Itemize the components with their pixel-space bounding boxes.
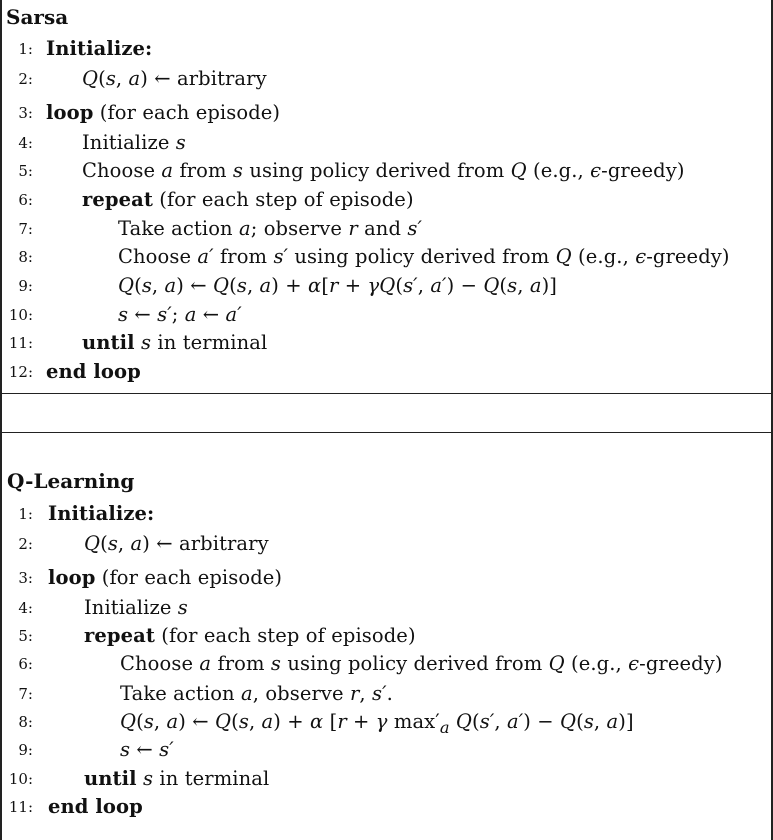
q-learning-line-10 <box>2 766 772 792</box>
line-text: repeat (for each step of episode) <box>84 624 416 647</box>
line-number: 2: <box>18 70 33 88</box>
line-number: 5: <box>18 162 33 180</box>
q-learning-line-5 <box>2 623 772 649</box>
line-text: end loop <box>46 360 141 383</box>
line-text: Initialize s <box>82 131 186 154</box>
line-number: 3: <box>18 104 33 122</box>
sarsa-line-11 <box>2 330 772 356</box>
line-text: Q(s, a) ← Q(s, a) + α [r + γ $\max'_a$ Q(s′, a′) − Q(s, a)] <box>120 710 634 737</box>
q-learning-title: Q-Learning <box>7 469 135 493</box>
line-number: 10: <box>8 770 33 788</box>
line-number: 8: <box>18 713 33 731</box>
line-number: 7: <box>18 220 33 238</box>
sarsa-line-6 <box>2 187 772 213</box>
line-text: Q(s, a) ← arbitrary <box>84 532 269 555</box>
sarsa-line-9 <box>2 273 772 299</box>
line-number: 1: <box>18 40 33 58</box>
line-text: Choose a from s using policy derived from Q (e.g., ϵ-greedy) <box>120 652 723 675</box>
line-text: Take action a, observe r, s′. <box>120 682 393 705</box>
line-number: 2: <box>18 535 33 553</box>
sarsa-line-5 <box>2 158 772 184</box>
line-text: s ← s′ <box>120 738 174 761</box>
separator-box <box>0 393 773 433</box>
q-learning-line-8 <box>2 709 772 735</box>
line-text: Q(s, a) ← Q(s, a) + α[r + γQ(s′, a′) − Q(s, a)] <box>118 274 558 297</box>
line-text: loop (for each episode) <box>46 101 281 124</box>
sarsa-line-8 <box>2 244 772 270</box>
q-learning-line-11 <box>2 794 772 820</box>
line-number: 9: <box>18 277 33 295</box>
q-learning-line-4 <box>2 595 772 621</box>
line-text: Take action a; observe r and s′ <box>118 217 422 240</box>
line-text: Choose a′ from s′ using policy derived from Q (e.g., ϵ-greedy) <box>118 245 730 268</box>
line-text: Initialize s <box>84 596 188 619</box>
q-learning-algorithm-box <box>0 432 773 840</box>
q-learning-line-3 <box>2 565 772 591</box>
line-number: 11: <box>8 334 33 352</box>
q-learning-line-2 <box>2 531 772 557</box>
line-number: 3: <box>18 569 33 587</box>
line-text: Choose a from s using policy derived from Q (e.g., ϵ-greedy) <box>82 159 685 182</box>
sarsa-algorithm-box <box>0 0 773 394</box>
q-learning-line-9 <box>2 737 772 763</box>
line-text: loop (for each episode) <box>48 566 283 589</box>
line-number: 11: <box>8 798 33 816</box>
line-number: 5: <box>18 627 33 645</box>
sarsa-line-3 <box>2 100 772 126</box>
line-text: repeat (for each step of episode) <box>82 188 414 211</box>
line-text: Initialize: <box>46 37 153 60</box>
line-number: 1: <box>18 505 33 523</box>
q-learning-line-1 <box>2 501 772 527</box>
q-learning-line-6 <box>2 651 772 677</box>
line-number: 10: <box>8 306 33 324</box>
line-number: 6: <box>18 655 33 673</box>
q-learning-line-7 <box>2 681 772 707</box>
sarsa-line-12 <box>2 359 772 385</box>
sarsa-line-7 <box>2 216 772 242</box>
sarsa-title: Sarsa <box>6 5 69 29</box>
line-number: 6: <box>18 191 33 209</box>
sarsa-line-2 <box>2 66 772 92</box>
line-text: Q(s, a) ← arbitrary <box>82 67 267 90</box>
sarsa-line-10 <box>2 302 772 328</box>
line-text: end loop <box>48 795 143 818</box>
line-number: 9: <box>18 741 33 759</box>
line-text: until s in terminal <box>82 331 268 354</box>
line-text: s ← s′; a ← a′ <box>118 303 242 326</box>
sarsa-line-1 <box>2 36 772 62</box>
line-text: until s in terminal <box>84 767 270 790</box>
line-number: 4: <box>18 134 33 152</box>
line-number: 12: <box>8 363 33 381</box>
line-number: 8: <box>18 248 33 266</box>
line-text: Initialize: <box>48 502 155 525</box>
line-number: 4: <box>18 599 33 617</box>
line-number: 7: <box>18 685 33 703</box>
sarsa-line-4 <box>2 130 772 156</box>
